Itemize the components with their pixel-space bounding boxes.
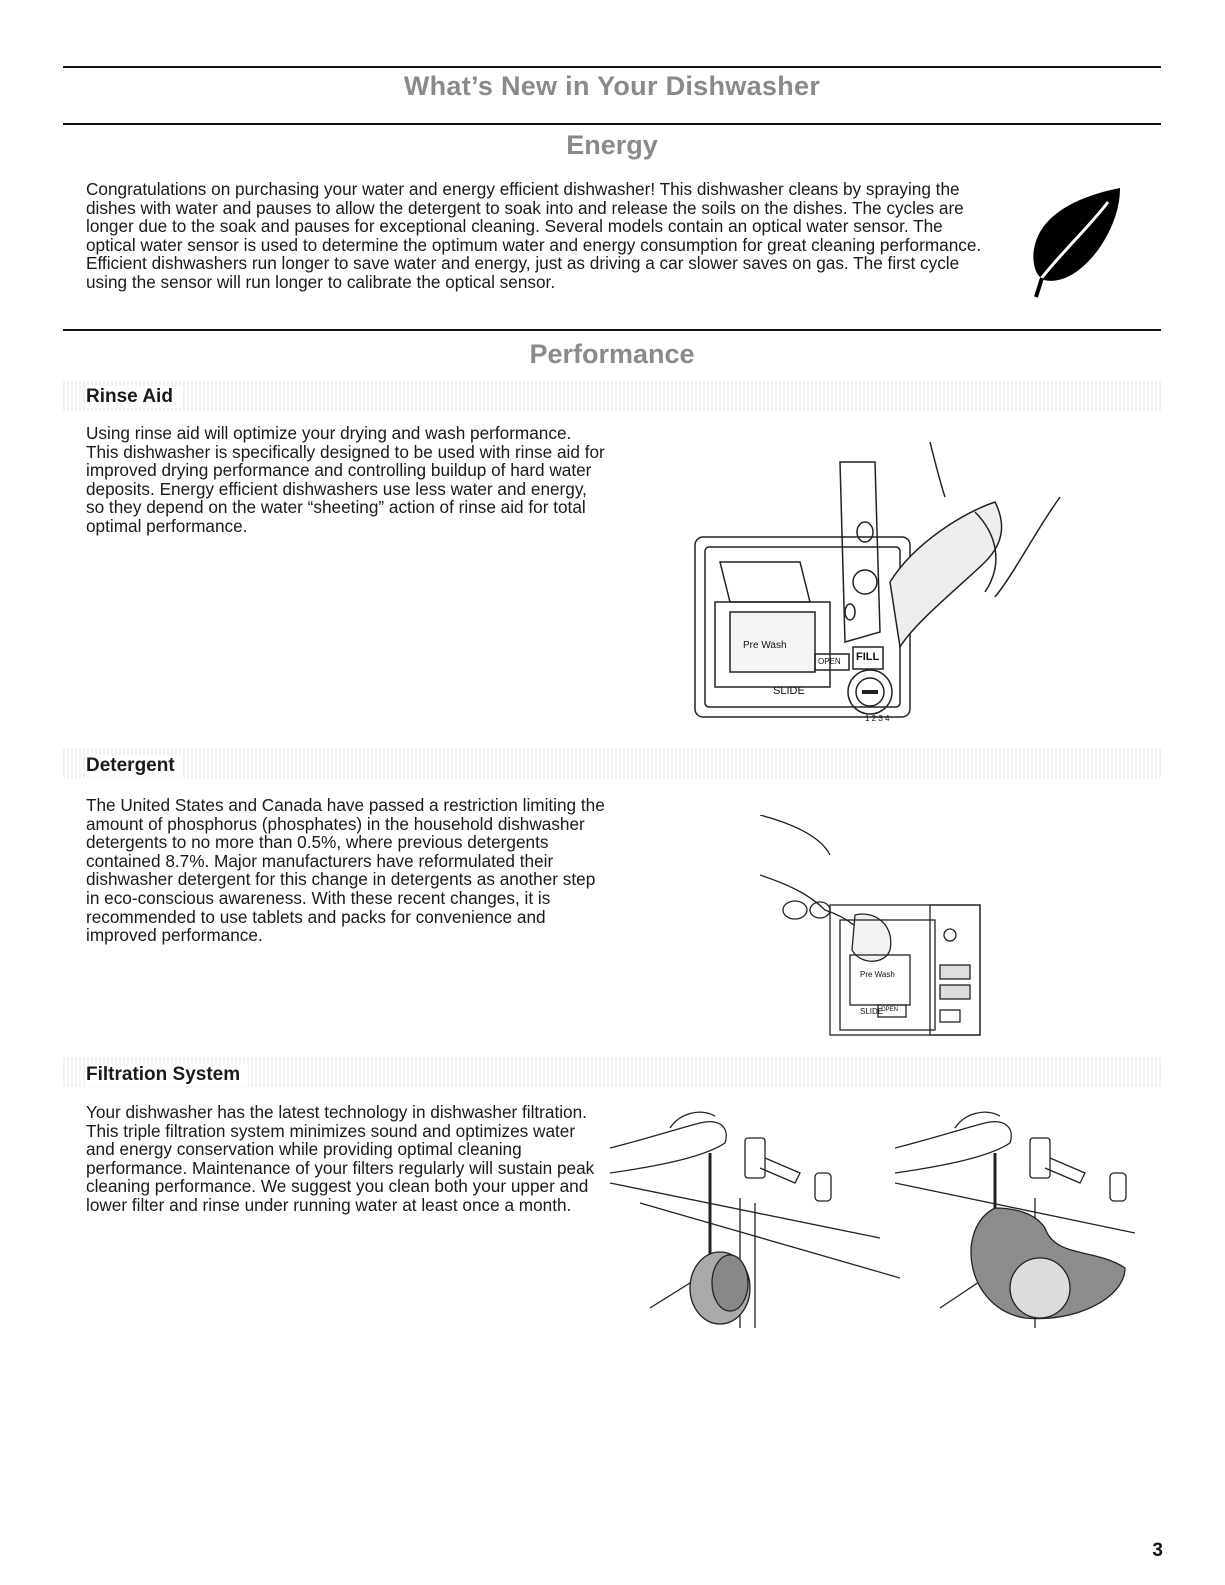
detergent-title: Detergent [86, 755, 183, 777]
page-number: 3 [1152, 1540, 1163, 1561]
filtration-title: Filtration System [86, 1064, 248, 1086]
fill-label: FILL [856, 651, 880, 663]
top-rule [63, 66, 1161, 68]
pre-wash-label: Pre Wash [743, 640, 787, 651]
rinse-aid-dispenser-illustration [675, 432, 1075, 737]
upper-filter-rinse-illustration [610, 1108, 900, 1338]
detergent-band [63, 748, 1161, 778]
detergent-open-label: OPEN [881, 1007, 899, 1013]
energy-body: Congratulations on purchasing your water and energy efficient dishwasher! This dishwasher cleans by spraying the dishes with water and pauses to allow the detergent to soak into and release the soils on the dishes. The cycles are longer due to the soak and pauses for exceptional cleaning. Several models contain an optical water sensor. The optical water sensor is used to determine the optimum water and energy consumption for great cleaning performance. Efficient dishwashers run longer to save water and energy, just as driving a car slower saves on gas. The first cycle using the sensor will run longer to calibrate the optical sensor. [86, 179, 982, 292]
open-label: OPEN [818, 657, 841, 666]
energy-heading: Energy [566, 130, 658, 160]
performance-heading: Performance [529, 339, 695, 369]
dial-label: 1 2 3 4 [865, 714, 890, 723]
rinse-aid-band [63, 381, 1161, 411]
detergent-slide-label: SLIDE [860, 1007, 884, 1016]
title-rule [63, 123, 1161, 125]
detergent-pre-wash-label: Pre Wash [860, 970, 895, 979]
slide-label: SLIDE [773, 685, 805, 697]
leaf-icon [1020, 184, 1130, 299]
page-title: What’s New in Your Dishwasher [403, 71, 821, 101]
filtration-body: Your dishwasher has the latest technology in dishwasher filtration. This triple filtration system minimizes sound and optimizes water and energy conservation while providing optimal cleaning performance. Maintenance of your filters regularly will sustain peak cleaning performance. We suggest you clean both your upper and lower filter and rinse under running water at least once a month. [86, 1102, 595, 1215]
rinse-aid-title: Rinse Aid [86, 386, 181, 408]
detergent-dispenser-illustration [760, 815, 990, 1040]
lower-filter-rinse-illustration [895, 1108, 1135, 1338]
performance-rule [63, 329, 1161, 331]
detergent-body: The United States and Canada have passed a restriction limiting the amount of phosphorus (phosphates) in the household dishwasher detergents to no more than 0.5%, where previous detergents contained 8.7%. Major manufacturers have reformulated their dishwasher detergent for this change in detergents as another step in eco-conscious awareness. With these recent changes, it is recommended to use tablets and packs for convenience and improved performance. [86, 795, 605, 946]
rinse-aid-body: Using rinse aid will optimize your drying and wash performance. This dishwasher is specifically designed to be used with rinse aid for improved drying performance and controlling buildup of hard water deposits. Energy efficient dishwashers use less water and energy, so they depend on the water “sheeting” action of rinse aid for total optimal performance. [86, 423, 605, 536]
